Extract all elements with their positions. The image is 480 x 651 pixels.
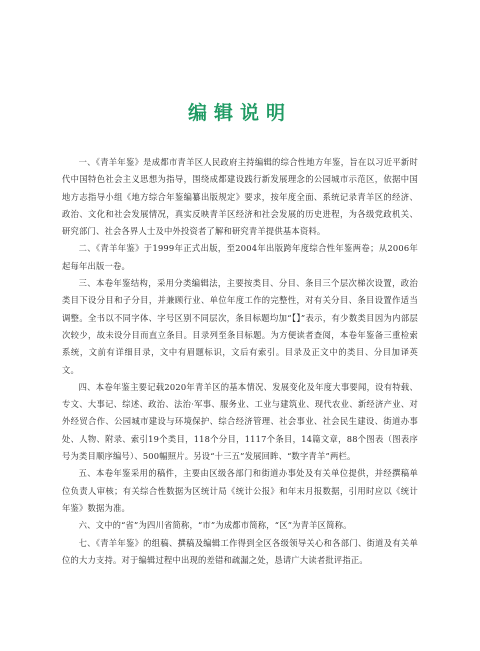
paragraph-3: 三、本卷年鉴结构，采用分类编辑法，主要按类目、分目、条目三个层次梯次设置，政治类目下设分目和子分目，并兼顾行业、单位年度工作的完整性，对有关分目、条目设置作适当调整。全书以不同字体、字号区别不同层次，条目标题均加“【】”表示，有少数类目因为内部层次较少，故未设分目而直立条目。目录列至条目标题。为方便读者查阅，本卷年鉴备三重检索系统，文前有详细目录，文中有眉题标识，文后有索引。目录及正文中的类目、分目加译英文。: [62, 278, 418, 375]
paragraph-4: 四、本卷年鉴主要记载2020年青羊区的基本情况、发展变化及年度大事要闻，设有特载、专文、大事记、综述、政治、法治·军事、服务业、工业与建筑业、现代农业、新经济产业、对外经贸合作、公园城市建设与环境保护、综合经济管理、社会事业、社会民生建设、街道办事处、人物、附录、索引19个类目，118个分目，1117个条目，14篇文章，88个图表（图表序号为类目顺序编号）、500幅照片。另设“十三五”发展回眸、“数字青羊”两栏。: [62, 381, 418, 462]
paragraph-6: 六、文中的“省”为四川省简称，“市”为成都市简称，“区”为青羊区简称。: [78, 520, 352, 531]
document-body: [62, 154, 418, 569]
paragraph-5: 五、本卷年鉴采用的稿件，主要由区级各部门和街道办事处及有关单位提供，并经撰稿单位负责人审核；有关综合性数据为区统计局《统计公报》和年末月报数据，引用时应以《统计年鉴》数据为准。: [62, 468, 418, 513]
paragraph-2: 二、《青羊年鉴》于1999年正式出版，至2004年出版跨年度综合性年鉴两卷；从2006年起每年出版一卷。: [62, 243, 418, 271]
paragraph-1: 一、《青羊年鉴》是成都市青羊区人民政府主持编辑的综合性地方年鉴，旨在以习近平新时代中国特色社会主义思想为指导，围绕成都建设践行新发展理念的公园城市示范区，依据中国地方志指导小组《地方综合年鉴编纂出版规定》要求，按年度全面、系统记录青羊区的经济、政治、文化和社会发展情况，真实反映青羊区经济和社会发展的历史进程，为各级党政机关、研究部门、社会各界人士及中外投资者了解和研究青羊提供基本资料。: [62, 157, 418, 237]
page-title: 编辑说明: [187, 102, 292, 124]
paragraph-7: 七、《青羊年鉴》的组稿、撰稿及编辑工作得到全区各级领导关心和各部门、街道及有关单位的大力支持。对于编辑过程中出现的差错和疏漏之处，恳请广大读者批评指正。: [62, 537, 418, 565]
